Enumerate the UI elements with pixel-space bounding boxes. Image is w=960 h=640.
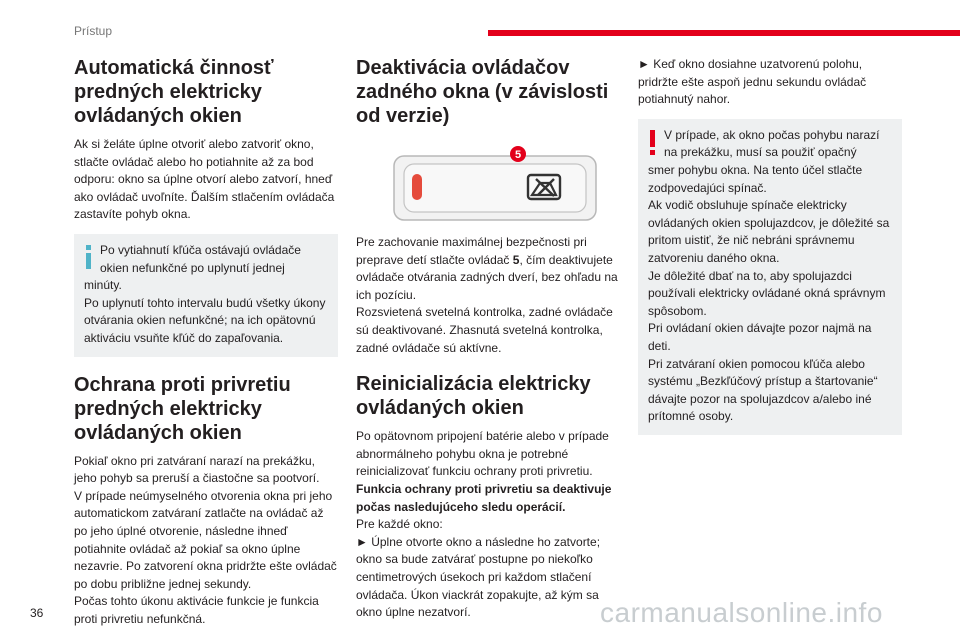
paragraph-reinit-step: ► Úplne otvorte okno a následne ho zatvorte; okno sa bude zatvárať postupne po niekoľko centimetrových úsekoch pri každom stlačení ovládača. Úkon viackrát zopakujte, až kým sa okno úplne nezatvorí. (356, 534, 601, 620)
paragraph-indicator-state: Rozsvietená svetelná kontrolka, zadné ovládače sú deaktivované. Zhasnutá svetelná kontrolka, zadné ovládače sú aktívne. (356, 305, 613, 355)
warning-icon (649, 128, 657, 156)
heading-automatic-operation (74, 56, 338, 128)
paragraph-reinit-intro: Po opätovnom pripojení batérie alebo v prípade abnormálneho pohybu okna je potrebné reinicializovať funkciu ochrany proti privretiu. (356, 429, 609, 479)
paragraph-child-safety (356, 234, 620, 304)
warning-line: smer pohybu okna. Na tento účel stlačte zodpovedajúci spínač. (648, 162, 863, 195)
paragraph-reinit-warning: Funkcia ochrany proti privretiu sa deaktivuje počas nasledujúceho sledu operácií. (356, 481, 612, 514)
info-icon (85, 245, 92, 269)
warning-line: Je dôležité dbať na to, aby spolujazdci používali elektricky ovládané okná správnym spôsobom. (648, 268, 886, 318)
warning-line: Pri ovládaní okien dávajte pozor najmä na deti. (648, 321, 872, 353)
section-title: Prístup (74, 24, 113, 38)
paragraph-automatic: Ak si želáte úplne otvoriť alebo zatvoriť okno, stlačte ovládač alebo ho potiahnite až za bod odporu: okno sa úplne otvorí alebo zatvorí, hneď ako ovládač uvoľníte. Ďalším stlačením ovládača zastavíte pohyb okna. (74, 137, 335, 222)
info-line: Po uplynutí tohto intervalu budú všetky úkony otvárania okien nefunkčné; na ich opätovnú aktiváciu vsuňte kľúč do zapaľovania. (84, 295, 326, 345)
info-line: okien nefunkčné po uplynutí jednej (100, 260, 285, 275)
paragraph-each-window: Pre každé okno: (356, 517, 443, 532)
column-3 (638, 56, 902, 435)
watermark: carmanualsonline.info (600, 597, 883, 628)
text-run: Pre zachovanie maximálnej bezpečnosti pri preprave detí stlačte ovládač (356, 235, 587, 267)
heading-line: predných elektricky (74, 397, 262, 420)
paragraph-accidental-opening: V prípade neúmyselného otvorenia okna pri jeho automatickom zatváraní zatlačte na ovládač až po jeho úplné otvorenie, následne ihneď potiahnite ovládač až pokiaľ sa okno úplne nezavrie. Po zatvorení okna pridržte ešte ovládač po dobu približne jednej sekundy. (74, 488, 337, 591)
column-2 (356, 56, 620, 622)
warning-line: V prípade, ak okno počas pohybu narazí (664, 127, 880, 142)
header-accent-bar (488, 30, 960, 36)
info-line: minúty. (84, 278, 122, 293)
column-1 (74, 56, 338, 628)
child-lock-switch-illustration (390, 142, 600, 222)
warning-line: Ak vodič obsluhuje spínače elektricky ovládaných okien spolujazdcov, je dôležité sa pritom uistiť, že nič nebráni správnemu zatvoreniu daného okna. (648, 198, 890, 265)
heading-rear-window-deactivation (356, 56, 620, 128)
callout-number: 5 (514, 149, 522, 161)
heading-line: predných elektricky (74, 81, 262, 103)
info-box (74, 234, 338, 357)
switch-reference: 5 (512, 252, 520, 267)
heading-anti-pinch (74, 373, 338, 445)
page-number: 36 (30, 606, 44, 620)
text-run: , čím deaktivujete ovládače otvárania zadných dverí, bez ohľadu na ich pozíciu. (356, 252, 618, 302)
warning-line: Pri zatváraní okien pomocou kľúča alebo systému „Bezkľúčový prístup a štartovanie“ dávajte pozor na spolujazdcov a/alebo iné prítomné osoby. (648, 356, 878, 424)
paragraph-function-inactive: Počas tohto úkonu aktivácie funkcie je funkcia proti privretiu nefunkčná. (74, 594, 319, 626)
warning-box (638, 119, 902, 435)
heading-line: zadného okna (v závislosti (356, 81, 609, 103)
heading-line: od verzie) (356, 105, 450, 127)
heading-line: Ochrana proti privretiu (74, 373, 291, 396)
heading-line: Reinicializácia elektricky (356, 373, 591, 396)
indicator-light (412, 174, 422, 200)
heading-line: ovládaných okien (356, 397, 524, 420)
heading-line: Deaktivácia ovládačov (356, 57, 570, 79)
warning-line: na prekážku, musí sa použiť opačný (664, 145, 857, 160)
heading-reinitialization (356, 372, 620, 420)
paragraph-anti-pinch: Pokiaľ okno pri zatváraní narazí na prekážku, jeho pohyb sa preruší a čiastočne sa pootvorí. (74, 453, 320, 486)
paragraph-hold-switch: ► Keď okno dosiahne uzatvorenú polohu, pridržte ešte aspoň jednu sekundu ovládač potiahnutý nahor. (638, 57, 867, 107)
info-line: Po vytiahnutí kľúča ostávajú ovládače (100, 242, 301, 257)
heading-line: Automatická činnosť (74, 57, 274, 79)
heading-line: ovládaných okien (74, 421, 242, 444)
heading-line: ovládaných okien (74, 105, 242, 127)
